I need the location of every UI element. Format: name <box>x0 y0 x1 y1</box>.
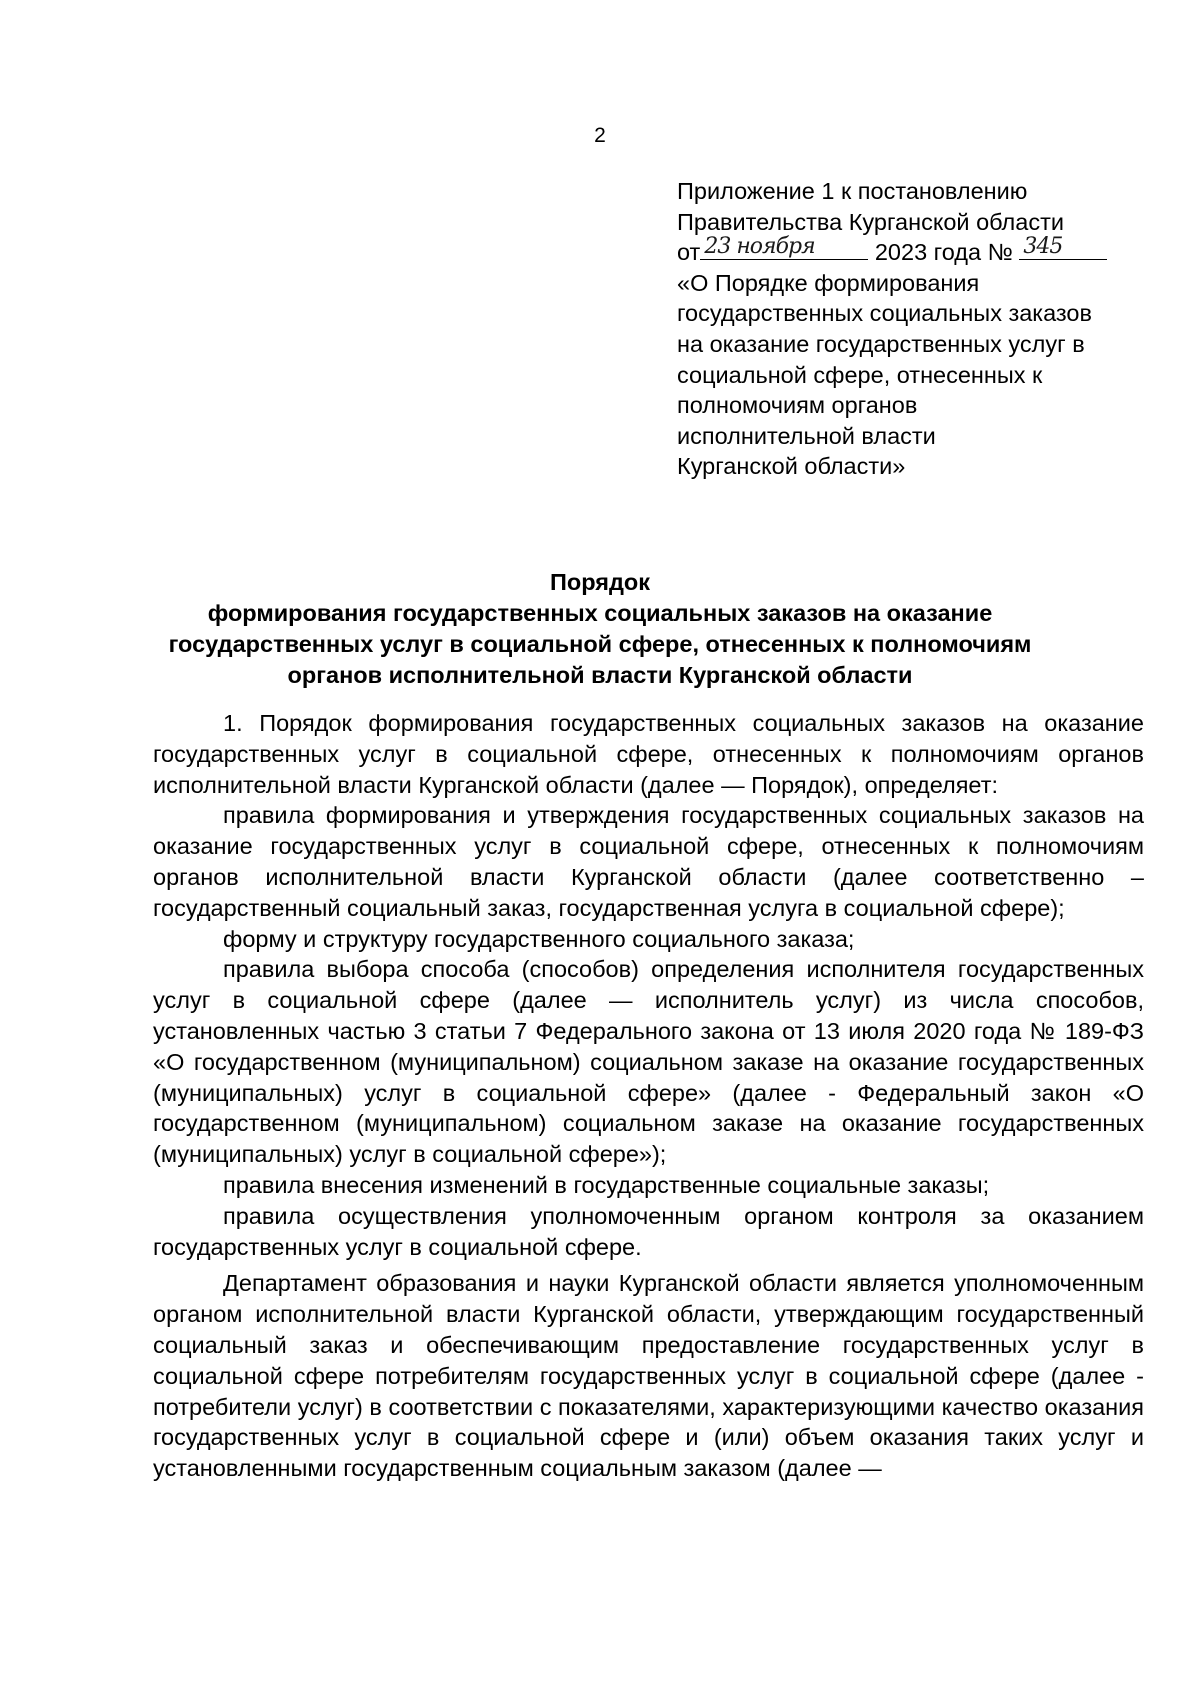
document-body <box>153 708 1144 1484</box>
appendix-line: полномочиям органов <box>677 392 918 419</box>
appendix-date-line <box>677 233 1177 268</box>
paragraph-5: правила внесения изменений в государственные социальные заказы; <box>223 1171 990 1198</box>
paragraph-3: форму и структуру государственного социального заказа; <box>223 925 855 952</box>
number-field <box>1019 233 1107 260</box>
appendix-line: Правительства Курганской области <box>677 208 1064 235</box>
handwritten-number: 345 <box>1023 233 1063 259</box>
appendix-line: социальной сфере, отнесенных к <box>677 361 1043 388</box>
title-line: формирования государственных социальных заказов на оказание <box>207 600 993 626</box>
title-line: государственных услуг в социальной сфере, отнесенных к полномочиям <box>168 631 1032 657</box>
appendix-line: Приложение 1 к постановлению <box>677 178 1028 204</box>
appendix-line: государственных социальных заказов <box>677 300 1092 327</box>
title-line: Порядок <box>549 569 651 595</box>
paragraph-2: правила формирования и утверждения государственных социальных заказов на оказание государственных услуг в социальной сфере, отнесенных к полномочиям органов исполнительной власти Курганской области (далее соответственно – государственный социальный заказ, государственная услуга в социальной сфере); <box>153 802 1144 921</box>
date-year: 2023 года № <box>874 239 1013 266</box>
handwritten-date: 23 ноября <box>704 233 815 259</box>
page-number: 2 <box>594 124 606 147</box>
date-prefix: от <box>677 239 701 266</box>
appendix-line: Курганской области» <box>677 453 906 480</box>
document-title <box>100 567 1100 691</box>
title-line: органов исполнительной власти Курганской области <box>287 662 913 688</box>
paragraph-6: правила осуществления уполномоченным органом контроля за оказанием государственных услуг в социальной сфере. <box>153 1202 1144 1260</box>
date-field <box>700 233 868 260</box>
appendix-line: на оказание государственных услуг в <box>677 330 1085 357</box>
appendix-block <box>677 176 1177 482</box>
appendix-line: исполнительной власти <box>677 422 936 449</box>
paragraph-1: 1. Порядок формирования государственных социальных заказов на оказание государственных услуг в социальной сфере, отнесенных к полномочиям органов исполнительной власти Курганской области (далее — Порядок), определяет: <box>153 710 1144 798</box>
appendix-line: «О Порядке формирования <box>677 269 980 296</box>
paragraph-7: Департамент образования и науки Курганской области является уполномоченным органом исполнительной власти Курганской области, утверждающим государственный социальный заказ и обеспечивающим предоставление государственных услуг в социальной сфере потребителям государственных услуг в социальной сфере (далее - потребители услуг) в соответствии с показателями, характеризующими качество оказания государственных услуг в социальной сфере и (или) объем оказания таких услуг и установленными государственным социальным заказом (далее — <box>153 1270 1144 1482</box>
paragraph-4: правила выбора способа (способов) определения исполнителя государственных услуг в социальной сфере (далее — исполнитель услуг) из числа способов, установленных частью 3 статьи 7 Федерального закона от 13 июля 2020 года № 189-ФЗ «О государственном (муниципальном) социальном заказе на оказание государственных (муниципальных) услуг в социальной сфере» (далее - Федеральный закон «О государственном (муниципальном) социальном заказе на оказание государственных (муниципальных) услуг в социальной сфере»); <box>153 956 1144 1168</box>
